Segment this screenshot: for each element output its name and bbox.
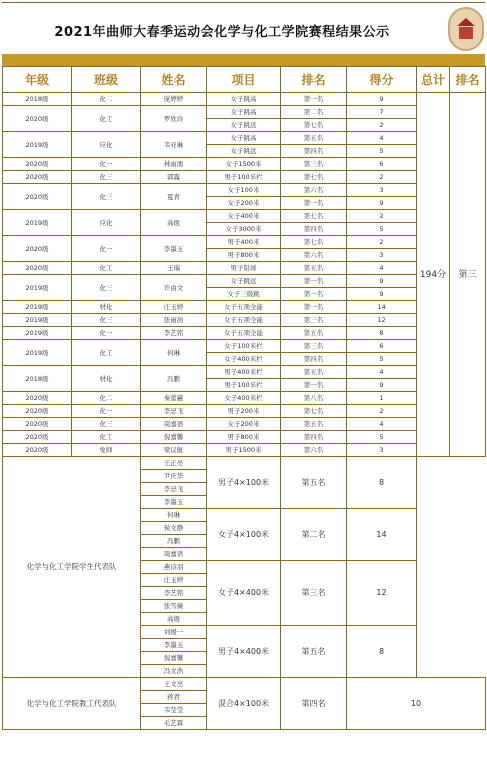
rank-cell: 第八名 [281,392,347,405]
relay-member-cell: 侯文静 [141,522,207,535]
event-cell: 女子400米栏 [207,353,281,366]
relay-score-cell: 8 [347,626,417,678]
score-cell: 9 [347,379,417,392]
grade-cell: 2020级 [3,171,72,184]
table-row [3,158,486,171]
grade-cell: 2020级 [3,418,72,431]
team-name-cell: 化学与化工学院学生代表队 [3,457,141,678]
table-row [3,366,486,379]
relay-rank-cell: 第三名 [281,561,347,626]
score-cell: 12 [347,314,417,327]
class-cell: 化二 [72,93,141,106]
relay-rank-cell: 第二名 [281,509,347,561]
relay-rank-cell: 第五名 [281,457,347,509]
event-cell: 女子200米 [207,418,281,431]
event-cell: 女子跳远 [207,275,281,288]
rank-cell: 第七名 [281,210,347,223]
rank-cell: 第七名 [281,171,347,184]
table-row [3,405,486,418]
athlete-name-cell: 何琳 [141,340,207,366]
table-row [3,93,486,106]
relay-event-cell: 男子4×100米 [207,457,281,509]
relay-member-cell: 王正亮 [141,457,207,470]
relay-member-cell: 王文亮 [141,678,207,691]
rank-cell: 第四名 [281,223,347,236]
athlete-name-cell: 倪嘉馨 [141,431,207,444]
rank-cell: 第一名 [281,275,347,288]
header-row [3,67,486,93]
rank-cell: 第四名 [281,431,347,444]
relay-score-cell: 12 [347,561,417,626]
score-cell: 9 [347,275,417,288]
table-row [3,171,486,184]
header-event: 项目 [207,67,281,93]
relay-member-cell: 倪嘉馨 [141,652,207,665]
relay-event-cell: 男子4×400米 [207,626,281,678]
table-row [3,327,486,340]
score-cell: 2 [347,405,417,418]
seal-roof-shape [457,18,475,26]
event-cell: 男子800米 [207,249,281,262]
rank-cell: 第七名 [281,119,347,132]
rank-cell: 第二名 [281,106,347,119]
rank-cell: 第一名 [281,93,347,106]
class-cell: 化三 [72,184,141,210]
event-cell: 女子400米栏 [207,392,281,405]
class-cell: 化一 [72,327,141,340]
event-cell: 女子五项全能 [207,301,281,314]
athlete-name-cell: 周嘉语 [141,418,207,431]
score-cell: 2 [347,236,417,249]
rank-cell: 第一名 [281,301,347,314]
relay-score-cell: 14 [347,509,417,561]
header-rank: 排名 [281,67,347,93]
rank-cell: 第五名 [281,418,347,431]
rank-cell: 第三名 [281,158,347,171]
class-cell: 化二 [72,392,141,405]
relay-event-cell: 混合4×100米 [207,678,281,730]
grade-cell: 2020级 [3,184,72,210]
grade-cell: 2020级 [3,392,72,405]
class-cell: 化一 [72,158,141,171]
relay-member-row [3,678,486,691]
rank-cell: 第三名 [281,314,347,327]
relay-member-cell: 高煜 [141,613,207,626]
header-total-rank: 排名 [450,67,486,93]
table-row [3,262,486,275]
grade-cell: 2018级 [3,366,72,392]
score-cell: 14 [347,301,417,314]
relay-member-row [3,457,486,470]
table-row [3,314,486,327]
class-cell: 化三 [72,171,141,184]
score-cell: 5 [347,145,417,158]
event-cell: 女子跳高 [207,106,281,119]
event-cell: 女子跳高 [207,93,281,106]
header-class: 班级 [72,67,141,93]
table-row [3,236,486,249]
rank-cell: 第七名 [281,405,347,418]
class-cell: 化一 [72,405,141,418]
event-cell: 男子200米 [207,405,281,418]
event-cell: 男子铅球 [207,262,281,275]
relay-score-cell: 8 [347,457,417,509]
rank-cell: 第四名 [281,145,347,158]
grade-cell: 2019级 [3,210,72,236]
relay-member-cell: 刘媛一 [141,626,207,639]
event-cell: 男子400米栏 [207,366,281,379]
score-cell: 2 [347,210,417,223]
grade-cell: 2020级 [3,262,72,275]
athlete-name-cell: 庄玉婷 [141,301,207,314]
grade-cell: 2020级 [3,431,72,444]
relay-member-cell: 庄玉婷 [141,574,207,587]
relay-member-cell: 蒋君 [141,691,207,704]
athlete-name-cell: 林雨澳 [141,158,207,171]
event-cell: 女子三级跳 [207,288,281,301]
athlete-name-cell: 许由文 [141,275,207,301]
relay-member-cell: 韦莹莹 [141,704,207,717]
score-cell: 1 [347,392,417,405]
table-row [3,210,486,223]
event-cell: 女子100米 [207,184,281,197]
grade-cell: 2019级 [3,340,72,366]
class-cell: 化工 [72,262,141,275]
relay-member-cell: 张雪薇 [141,600,207,613]
score-cell: 9 [347,288,417,301]
rank-cell: 第七名 [281,236,347,249]
rank-cell: 第一名 [281,197,347,210]
relay-member-cell: 李艺铭 [141,587,207,600]
table-row [3,275,486,288]
relay-rank-cell: 第四名 [281,678,347,730]
score-cell: 5 [347,353,417,366]
event-cell: 男子1500米 [207,444,281,457]
rank-cell: 第五名 [281,327,347,340]
relay-member-cell: 李忌飞 [141,483,207,496]
score-cell: 4 [347,262,417,275]
score-cell: 7 [347,106,417,119]
class-cell: 化工 [72,431,141,444]
rank-cell: 第一名 [281,379,347,392]
athlete-name-cell: 郭露 [141,171,207,184]
gold-band [2,54,485,66]
table-row [3,340,486,353]
table-row [3,106,486,119]
grade-cell: 2020级 [3,444,72,457]
table-row [3,132,486,145]
rank-cell: 第六名 [281,249,347,262]
header-name: 姓名 [141,67,207,93]
team-name-cell: 化学与化工学院教工代表队 [3,678,141,730]
class-cell: 免师 [72,444,141,457]
event-cell: 女子五项全能 [207,327,281,340]
grade-cell: 2019级 [3,275,72,301]
score-cell: 4 [347,418,417,431]
score-cell: 2 [347,119,417,132]
athlete-name-cell: 夏青 [141,184,207,210]
seal-base-shape [459,27,473,39]
header-grade: 年级 [3,67,72,93]
header-total: 总计 [417,67,450,93]
athlete-name-cell: 高煜 [141,210,207,236]
relay-score-cell: 10 [347,678,486,730]
athlete-name-cell: 王瑞 [141,262,207,275]
event-cell: 男子800米 [207,431,281,444]
results-table [2,66,486,730]
table-row [3,444,486,457]
grade-cell: 2020级 [3,158,72,171]
class-cell: 应化 [72,132,141,158]
grade-cell: 2019级 [3,327,72,340]
relay-member-cell: 周嘉语 [141,548,207,561]
athlete-name-cell: 庞婷婷 [141,93,207,106]
score-cell: 5 [347,223,417,236]
total-rank-cell: 第三 [450,93,486,457]
event-cell: 女子200米 [207,197,281,210]
rank-cell: 第六名 [281,184,347,197]
rank-cell: 第三名 [281,340,347,353]
event-cell: 女子跳远 [207,119,281,132]
relay-member-cell: 尹庆华 [141,470,207,483]
rank-cell: 第五名 [281,262,347,275]
score-cell: 3 [347,184,417,197]
table-row [3,392,486,405]
grade-cell: 2020级 [3,106,72,132]
class-cell: 化一 [72,236,141,262]
score-cell: 2 [347,171,417,184]
score-cell: 6 [347,158,417,171]
athlete-name-cell: 李艺铭 [141,327,207,340]
relay-member-cell: 何琳 [141,509,207,522]
score-cell: 5 [347,431,417,444]
total-score-cell: 194分 [417,93,450,457]
athlete-name-cell: 李忌飞 [141,405,207,418]
athlete-name-cell: 张雨润 [141,314,207,327]
class-cell: 应化 [72,210,141,236]
event-cell: 女子1500米 [207,158,281,171]
table-row [3,184,486,197]
relay-event-cell: 女子4×100米 [207,509,281,561]
rank-cell: 第一名 [281,288,347,301]
rank-cell: 第五名 [281,366,347,379]
athlete-name-cell: 韦亚琳 [141,132,207,158]
class-cell: 化三 [72,314,141,327]
grade-cell: 2019级 [3,132,72,158]
score-cell: 3 [347,444,417,457]
event-cell: 女子400米 [207,210,281,223]
relay-member-cell: 李墨玉 [141,496,207,509]
event-cell: 女子五项全能 [207,314,281,327]
class-cell: 化三 [72,275,141,301]
grade-cell: 2020级 [3,236,72,262]
table-row [3,418,486,431]
event-cell: 女子跳远 [207,145,281,158]
score-cell: 6 [347,340,417,353]
grade-cell: 2020级 [3,405,72,418]
athlete-name-cell: 秦蕾蕙 [141,392,207,405]
relay-member-cell: 李墨玉 [141,639,207,652]
page-title: 2021年曲师大春季运动会化学与化工学院赛程结果公示 [54,25,390,40]
university-seal-icon [448,7,484,51]
score-cell: 8 [347,327,417,340]
score-cell: 3 [347,249,417,262]
grade-cell: 2018级 [3,93,72,106]
relay-rank-cell: 第五名 [281,626,347,678]
relay-event-cell: 女子4×400米 [207,561,281,626]
rank-cell: 第五名 [281,132,347,145]
rank-cell: 第六名 [281,444,347,457]
score-cell: 9 [347,93,417,106]
grade-cell: 2019级 [3,314,72,327]
athlete-name-cell: 李墨玉 [141,236,207,262]
event-cell: 女子跳高 [207,132,281,145]
class-cell: 化三 [72,418,141,431]
table-row [3,431,486,444]
class-cell: 化工 [72,106,141,132]
relay-member-cell: 燕诗羽 [141,561,207,574]
relay-member-cell: 冯文浩 [141,665,207,678]
grade-cell: 2019级 [3,301,72,314]
event-cell: 男子100米栏 [207,379,281,392]
header-score: 得分 [347,67,417,93]
athlete-name-cell: 冯鹏 [141,366,207,392]
class-cell: 化工 [72,340,141,366]
event-cell: 男子400米 [207,236,281,249]
event-cell: 女子100米栏 [207,340,281,353]
class-cell: 材化 [72,301,141,314]
event-cell: 女子3000米 [207,223,281,236]
class-cell: 材化 [72,366,141,392]
score-cell: 4 [347,366,417,379]
relay-member-cell: 毛艺霖 [141,717,207,730]
athlete-name-cell: 梁议航 [141,444,207,457]
score-cell: 4 [347,132,417,145]
table-row [3,301,486,314]
title-bar [2,2,485,55]
event-cell: 男子100米栏 [207,171,281,184]
rank-cell: 第四名 [281,353,347,366]
relay-member-cell: 冯鹏 [141,535,207,548]
score-cell: 9 [347,197,417,210]
athlete-name-cell: 罗欣玲 [141,106,207,132]
